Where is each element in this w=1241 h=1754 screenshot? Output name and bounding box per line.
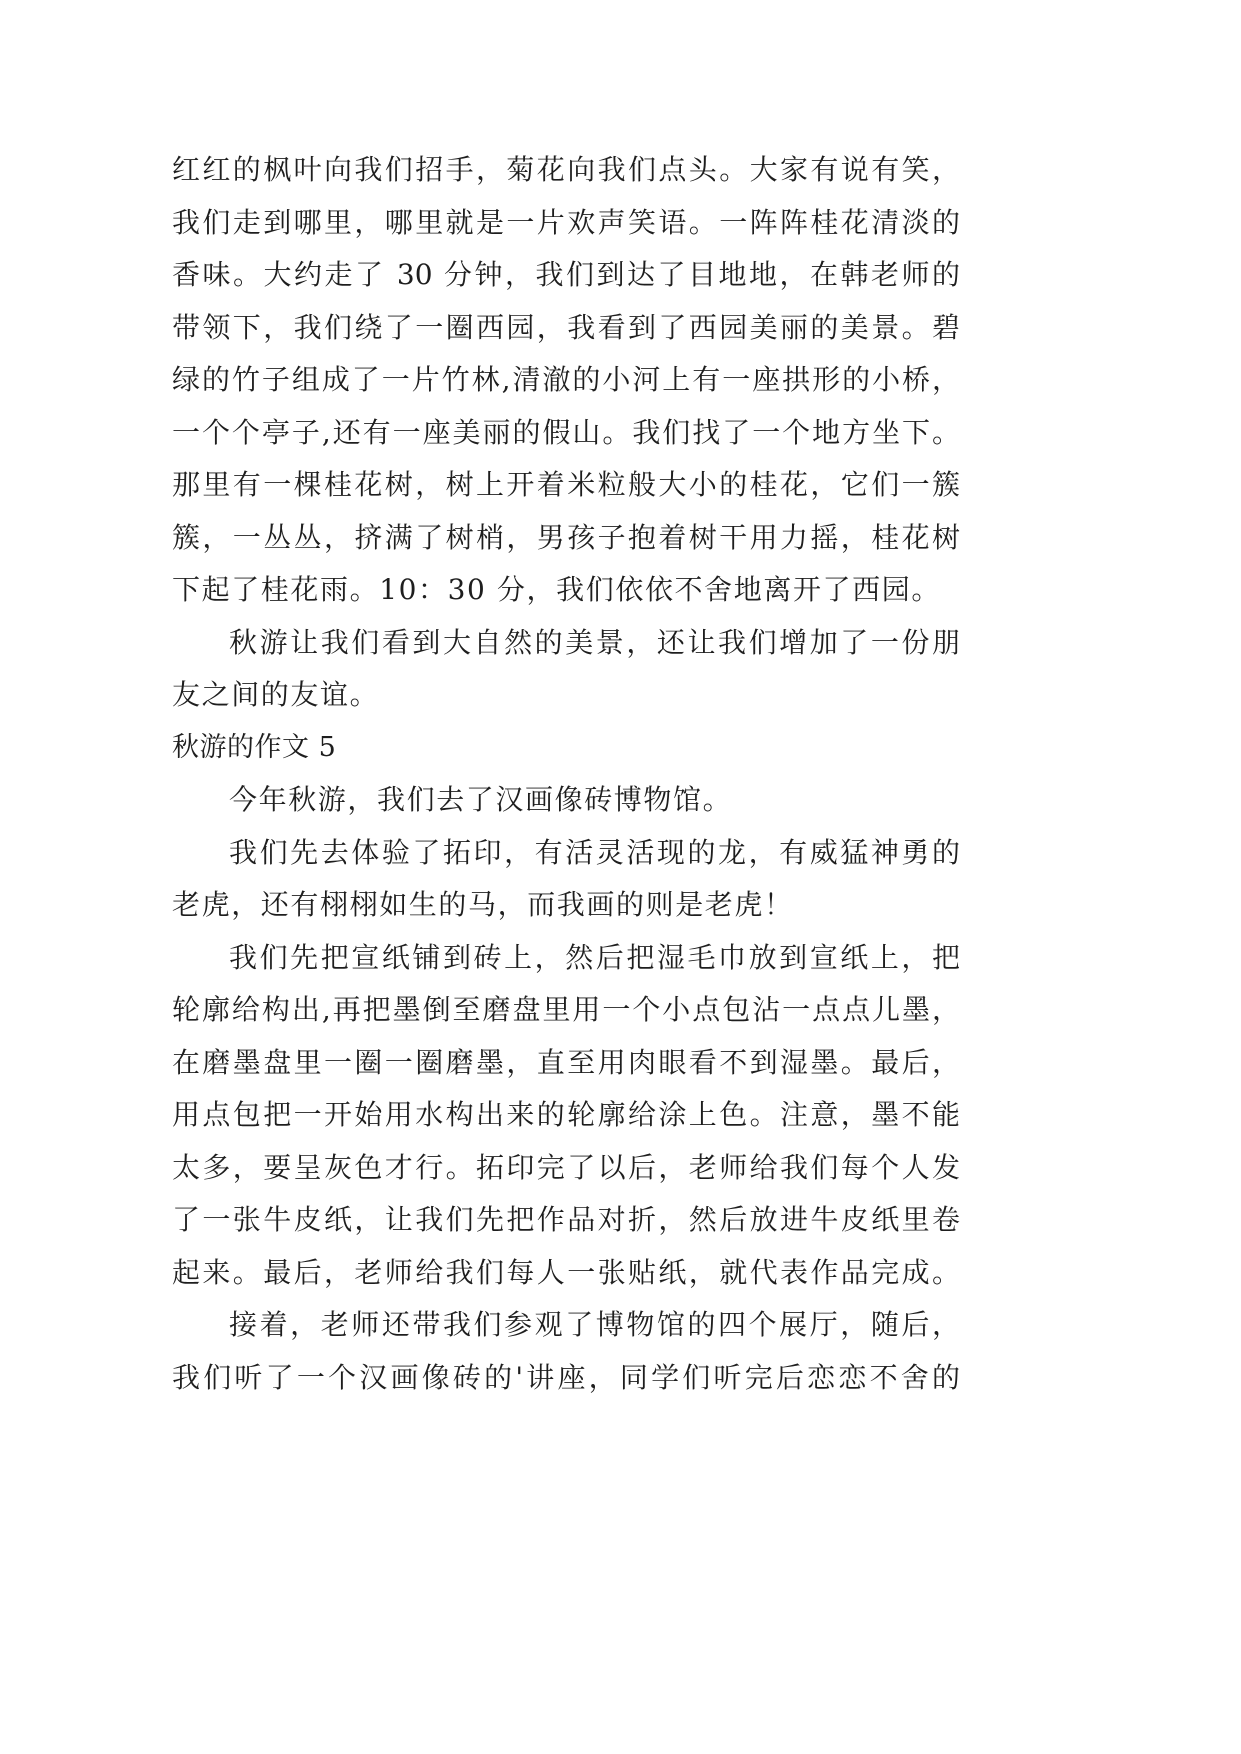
- text-line: 那里有一棵桂花树，树上开着米粒般大小的桂花，它们一簇: [172, 468, 960, 501]
- text-line: 红红的枫叶向我们招手，菊花向我们点头。大家有说有笑，: [172, 153, 960, 186]
- text-line: 用点包把一开始用水构出来的轮廓给涂上色。注意，墨不能: [172, 1098, 960, 1131]
- essay-title: 秋游的作文 5: [172, 731, 337, 763]
- text-line: 我们先把宣纸铺到砖上，然后把湿毛巾放到宣纸上，把: [229, 940, 960, 974]
- text-line: 太多，要呈灰色才行。拓印完了以后，老师给我们每个人发: [172, 1150, 960, 1184]
- text-line: 接着，老师还带我们参观了博物馆的四个展厅，随后，: [229, 1308, 960, 1341]
- document-body: [172, 144, 960, 1404]
- text-line: 秋游让我们看到大自然的美景，还让我们增加了一份朋: [229, 625, 960, 659]
- text-line: 簇，一丛丛，挤满了树梢，男孩子抱着树干用力摇，桂花树: [172, 520, 960, 554]
- text-line: 一个个亭子,还有一座美丽的假山。我们找了一个地方坐下。: [172, 415, 960, 449]
- paragraph: [172, 774, 960, 827]
- text-line: 轮廓给构出,再把墨倒至磨盘里用一个小点包沾一点点儿墨，: [172, 993, 960, 1026]
- text-line: 带领下，我们绕了一圈西园，我看到了西园美丽的美景。碧: [172, 310, 960, 344]
- text-line: 下起了桂花雨。10：30 分，我们依依不舍地离开了西园。: [172, 573, 941, 606]
- paragraph: [172, 617, 960, 722]
- text-line: 我们先去体验了拓印，有活灵活现的龙，有威猛神勇的: [229, 835, 960, 869]
- text-line: 友之间的友谊。: [172, 678, 380, 711]
- text-line: 香味。大约走了 30 分钟，我们到达了目地地，在韩老师的: [172, 258, 960, 291]
- text-line: 了一张牛皮纸，让我们先把作品对折，然后放进牛皮纸里卷: [172, 1203, 960, 1236]
- text-line: 我们听了一个汉画像砖的'讲座，同学们听完后恋恋不舍的: [172, 1360, 960, 1394]
- text-line: 今年秋游，我们去了汉画像砖博物馆。: [229, 783, 733, 816]
- text-line: 老虎，还有栩栩如生的马，而我画的则是老虎！: [172, 888, 794, 921]
- paragraph: [172, 827, 960, 932]
- text-line: 绿的竹子组成了一片竹林,清澈的小河上有一座拱形的小桥，: [172, 363, 960, 396]
- paragraph: [172, 932, 960, 1300]
- text-line: 我们走到哪里，哪里就是一片欢声笑语。一阵阵桂花清淡的: [172, 205, 960, 239]
- paragraph: [172, 144, 960, 617]
- paragraph: [172, 1299, 960, 1404]
- text-line: 起来。最后，老师给我们每人一张贴纸，就代表作品完成。: [172, 1255, 960, 1289]
- text-line: 在磨墨盘里一圈一圈磨墨，直至用肉眼看不到湿墨。最后，: [172, 1045, 960, 1079]
